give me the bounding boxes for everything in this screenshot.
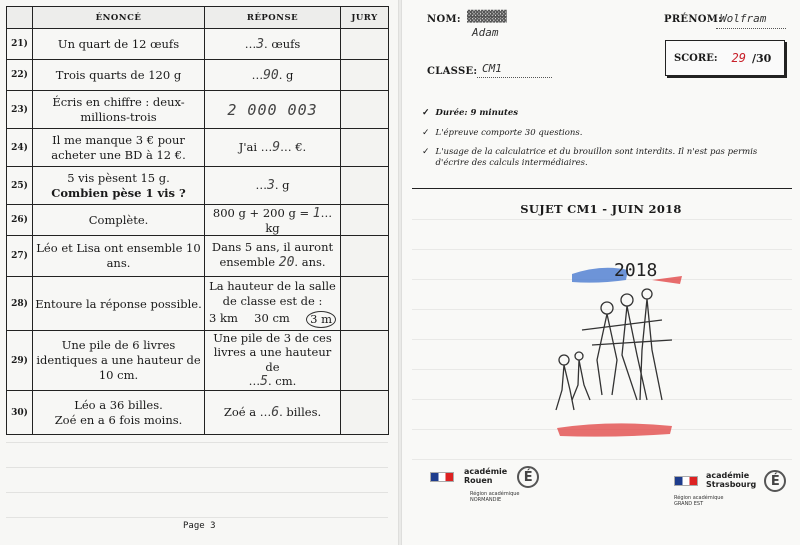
question-number: 23) xyxy=(7,91,33,129)
score-value: 29 xyxy=(731,51,746,65)
drawing-year: 2018 xyxy=(614,260,658,281)
answer-cell[interactable] xyxy=(205,60,341,91)
academie-label: académie xyxy=(706,471,750,481)
page-number: Page 3 xyxy=(183,521,216,531)
classe-value[interactable]: CM1 xyxy=(482,62,502,75)
question-line: Zoé en a 6 fois moins. xyxy=(54,412,183,427)
answer-prefix: Zoé a … xyxy=(223,405,272,420)
choice-option[interactable]: 3 km xyxy=(209,310,238,325)
question-line: Léo a 36 billes. xyxy=(74,397,163,412)
academie-label: académie xyxy=(464,467,508,477)
answer-cell[interactable] xyxy=(205,331,341,391)
question-text: Il me manque 3 € pour acheter une BD à 12 €. xyxy=(33,129,205,167)
academie-e-icon: É xyxy=(517,466,539,488)
answer-prefix: … xyxy=(244,36,257,51)
answer-prefix: … xyxy=(248,374,261,389)
instructions xyxy=(422,108,792,177)
question-line: 5 vis pèsent 15 g. xyxy=(67,170,170,185)
bleed-through xyxy=(6,418,388,518)
marianne-flag-icon xyxy=(674,476,698,486)
question-number: 25) xyxy=(7,167,33,205)
nom-crossed: ▓▓▓▓▓▓ xyxy=(467,10,507,23)
instruction-item xyxy=(422,147,792,169)
handwritten-answer: 90 xyxy=(263,67,279,83)
header-jury: JURY xyxy=(341,7,389,29)
answer-line: La hauteur de la salle xyxy=(209,279,336,294)
answer-suffix: . cm. xyxy=(268,374,297,389)
table-row xyxy=(7,331,389,391)
separator xyxy=(412,188,792,189)
table-header xyxy=(7,7,389,29)
choice-option-circled[interactable]: 3 m xyxy=(306,311,336,328)
table-row xyxy=(7,205,389,236)
answer-cell[interactable] xyxy=(205,167,341,205)
jury-cell xyxy=(341,60,389,91)
question-number: 29) xyxy=(7,331,33,391)
table-row xyxy=(7,29,389,60)
check-icon: ✓ xyxy=(422,147,430,158)
region-label: Région académique xyxy=(674,495,724,501)
table-row xyxy=(7,236,389,277)
question-number: 26) xyxy=(7,205,33,236)
subject-title: SUJET CM1 - JUIN 2018 xyxy=(520,202,682,216)
question-text: Écris en chiffre : deux-millions-trois xyxy=(33,91,205,129)
handwritten-answer: 3 xyxy=(256,36,265,52)
jury-cell xyxy=(341,277,389,331)
marianne-flag-icon xyxy=(430,472,454,482)
table-row xyxy=(7,60,389,91)
question-text: Trois quarts de 120 g xyxy=(33,60,205,91)
instruction-text: L'épreuve comporte 30 questions. xyxy=(435,127,583,138)
table-row xyxy=(7,129,389,167)
question-number: 28) xyxy=(7,277,33,331)
questions-table xyxy=(6,6,389,435)
question-text: Un quart de 12 œufs xyxy=(33,29,205,60)
handwritten-answer: 6 xyxy=(271,405,280,421)
instruction-text: Durée: 9 minutes xyxy=(435,108,519,118)
table-row xyxy=(7,277,389,331)
academie-city: Strasbourg xyxy=(706,480,757,489)
answer-line: de classe est de : xyxy=(222,294,323,309)
question-number: 27) xyxy=(7,236,33,277)
header-reponse: RÉPONSE xyxy=(205,7,341,29)
handwritten-answer: 5 xyxy=(260,374,268,390)
question-number: 24) xyxy=(7,129,33,167)
jury-cell xyxy=(341,205,389,236)
table-row xyxy=(7,167,389,205)
jury-cell xyxy=(341,91,389,129)
answer-line: livres a une hauteur de xyxy=(213,345,332,374)
answer-prefix: J'ai … xyxy=(238,140,273,154)
logo-strasbourg xyxy=(674,470,786,507)
region-label: Région académique xyxy=(470,491,520,497)
choice-option[interactable]: 30 cm xyxy=(254,310,290,325)
question-number: 22) xyxy=(7,60,33,91)
child-drawing xyxy=(542,250,692,450)
prenom-value[interactable]: Wolfram xyxy=(720,12,767,25)
question-text xyxy=(33,167,205,205)
header-num xyxy=(7,7,33,29)
answer-cell[interactable] xyxy=(205,91,341,129)
score-max: /30 xyxy=(751,51,772,65)
jury-cell xyxy=(341,331,389,391)
choice-list xyxy=(205,311,340,328)
answer-prefix: 800 g + 200 g = xyxy=(212,205,313,220)
answer-prefix: ensemble xyxy=(219,255,279,270)
question-line-bold: Combien pèse 1 vis ? xyxy=(51,185,186,200)
nom-label: NOM: xyxy=(427,14,461,25)
prenom-line xyxy=(716,28,786,29)
handwritten-answer: 1 xyxy=(312,205,321,221)
question-text: Une pile de 6 livres identiques a une hauteur de 10 cm. xyxy=(33,331,205,391)
answer-line: Dans 5 ans, il auront xyxy=(211,240,334,255)
score-label: SCORE: xyxy=(674,52,718,64)
logo-rouen xyxy=(430,466,539,503)
academie-e-icon: É xyxy=(764,470,786,492)
answer-suffix: . g xyxy=(278,67,294,82)
answer-line: Une pile de 3 de ces xyxy=(213,331,332,345)
question-number: 30) xyxy=(7,391,33,435)
answer-prefix: … xyxy=(251,67,264,82)
question-number: 21) xyxy=(7,29,33,60)
handwritten-answer: 2 000 003 xyxy=(227,100,318,119)
instruction-item xyxy=(422,108,792,120)
answer-suffix: … €. xyxy=(280,140,307,154)
handwritten-answer: 20 xyxy=(278,255,295,271)
question-text: Complète. xyxy=(33,205,205,236)
handwritten-answer: 3 xyxy=(266,178,275,193)
question-text: Léo et Lisa ont ensemble 10 ans. xyxy=(33,236,205,277)
answer-cell[interactable] xyxy=(205,236,341,277)
check-icon: ✓ xyxy=(422,108,430,118)
answer-suffix: . ans. xyxy=(294,255,326,270)
academie-city: Rouen xyxy=(464,476,493,485)
region-name: NORMANDIE xyxy=(470,497,502,503)
check-icon: ✓ xyxy=(422,127,430,138)
region-name: GRAND EST xyxy=(674,501,704,507)
handwritten-answer: 9 xyxy=(272,140,281,155)
header-enonce: ÉNONCÉ xyxy=(33,7,205,29)
answer-suffix: … kg xyxy=(265,205,333,235)
table-row xyxy=(7,91,389,129)
question-text: Entoure la réponse possible. xyxy=(33,277,205,331)
instruction-item xyxy=(422,128,792,140)
jury-cell xyxy=(341,167,389,205)
answer-cell[interactable] xyxy=(205,129,341,167)
answer-suffix: . œufs xyxy=(264,36,301,51)
classe-line xyxy=(477,77,552,78)
instruction-text: L'usage de la calculatrice et du brouillon sont interdits. Il n'est pas permis d'écrire des calculs intermédiaires. xyxy=(435,147,758,169)
answer-suffix: . billes. xyxy=(279,405,322,420)
right-page xyxy=(402,0,800,545)
answer-cell[interactable] xyxy=(205,29,341,60)
score-box xyxy=(665,40,785,76)
jury-cell xyxy=(341,129,389,167)
classe-label: CLASSE: xyxy=(427,66,478,77)
jury-cell xyxy=(341,236,389,277)
answer-suffix: . g xyxy=(274,178,290,192)
jury-cell xyxy=(341,29,389,60)
answer-cell[interactable] xyxy=(205,277,341,331)
prenom-label: PRÉNOM: xyxy=(664,14,723,25)
nom-value[interactable]: Adam xyxy=(472,26,499,39)
answer-cell[interactable] xyxy=(205,205,341,236)
answer-prefix: … xyxy=(255,178,267,192)
